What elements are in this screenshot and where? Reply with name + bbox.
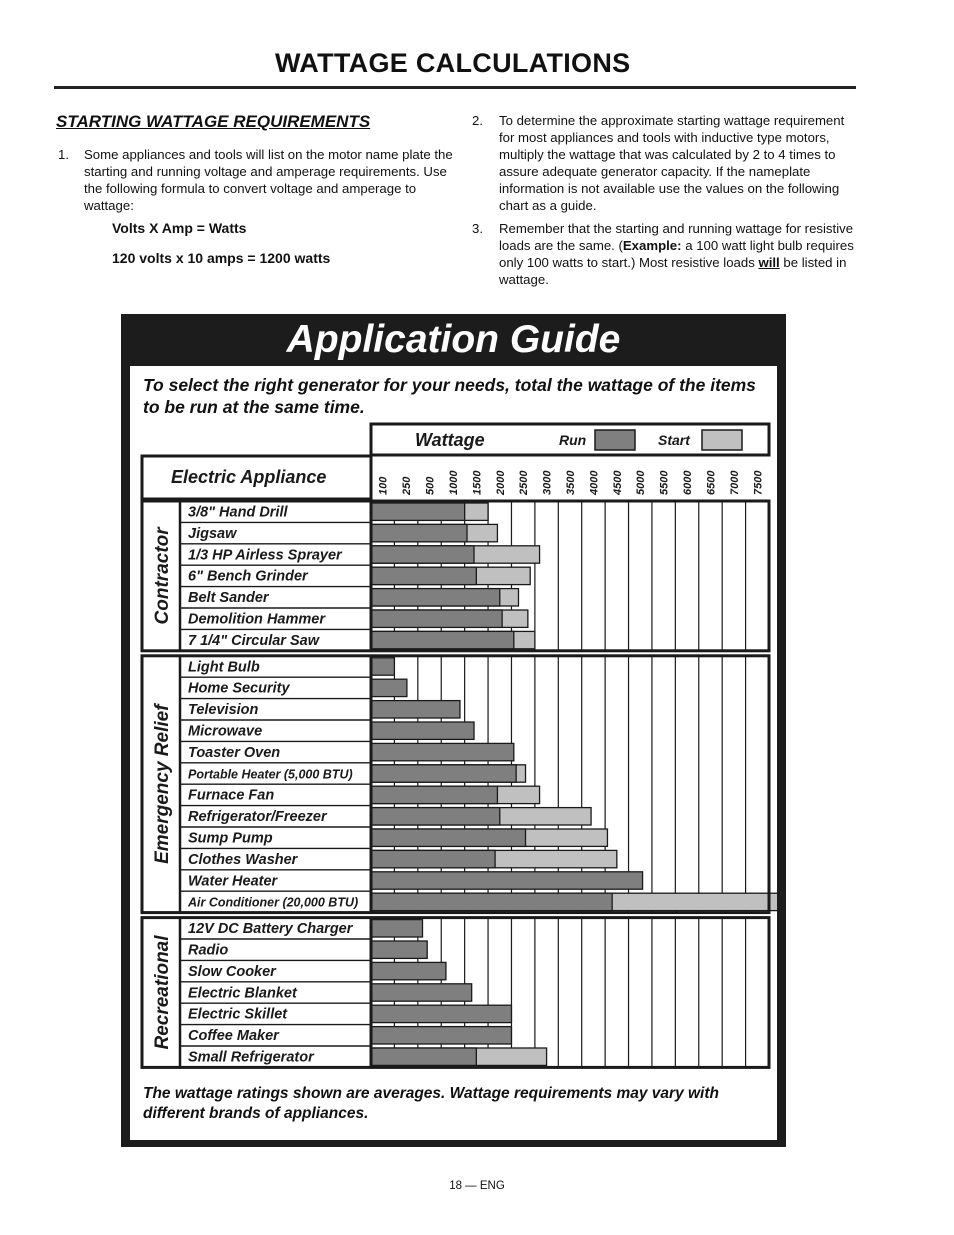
run-bar bbox=[371, 701, 460, 718]
x-tick-label: 1500 bbox=[471, 470, 484, 495]
run-bar bbox=[371, 503, 465, 520]
paragraph-text-part: Remember that the starting and running wattage for resistive loads are the same. ( bbox=[499, 221, 854, 253]
appliance-label: Refrigerator/Freezer bbox=[188, 809, 327, 826]
x-tick-label: 5500 bbox=[658, 470, 671, 495]
appliance-label: Sump Pump bbox=[188, 830, 273, 847]
paragraph-text-part: a 100 watt light bulb requires only 100 watts to start.) Most resistive loads bbox=[499, 238, 854, 270]
run-bar bbox=[371, 567, 476, 584]
run-bar bbox=[371, 962, 446, 979]
appliance-label: Portable Heater (5,000 BTU) bbox=[188, 767, 353, 782]
appliance-header-label: Electric Appliance bbox=[171, 467, 327, 487]
section-heading: STARTING WATTAGE REQUIREMENTS bbox=[56, 112, 371, 131]
run-bar bbox=[371, 1048, 476, 1065]
appliance-label: 6" Bench Grinder bbox=[188, 568, 308, 585]
x-tick-label: 7500 bbox=[752, 470, 765, 495]
x-tick-label: 2500 bbox=[518, 470, 531, 495]
paragraph-text-part: be listed in wattage. bbox=[499, 255, 847, 287]
appliance-label: Light Bulb bbox=[188, 659, 260, 676]
group-label: Contractor bbox=[152, 527, 173, 625]
paragraph-2 bbox=[472, 112, 862, 217]
paragraph-number: 2. bbox=[472, 113, 483, 128]
group-label: Emergency Relief bbox=[152, 704, 173, 864]
x-tick-label: 500 bbox=[424, 476, 437, 495]
appliance-label: 7 1/4" Circular Saw bbox=[188, 632, 319, 649]
paragraph-emphasis: Example: bbox=[622, 238, 682, 253]
x-tick-label: 1000 bbox=[447, 470, 460, 495]
appliance-label: Toaster Oven bbox=[188, 744, 281, 761]
guide-intro: To select the right generator for your needs, total the wattage of the items to be run at the same time. bbox=[143, 375, 756, 417]
page-number: 18 — ENG bbox=[449, 1180, 505, 1192]
x-tick-label: 6000 bbox=[682, 470, 695, 495]
run-bar bbox=[371, 1005, 511, 1022]
run-bar bbox=[371, 808, 500, 825]
appliance-label: Electric Blanket bbox=[188, 985, 297, 1002]
run-bar bbox=[371, 631, 514, 648]
run-bar bbox=[371, 872, 643, 889]
group-label: Recreational bbox=[152, 935, 173, 1050]
paragraph-3 bbox=[472, 220, 862, 290]
run-bar bbox=[371, 743, 514, 760]
legend-run-label: Run bbox=[559, 432, 587, 448]
appliance-label: Home Security bbox=[188, 680, 290, 697]
appliance-label: Water Heater bbox=[188, 873, 278, 890]
x-tick-label: 4000 bbox=[588, 470, 601, 495]
guide-title: Application Guide bbox=[286, 318, 621, 361]
appliance-label: 1/3 HP Airless Sprayer bbox=[188, 547, 342, 564]
x-tick-label: 5000 bbox=[635, 470, 648, 495]
appliance-label: Jigsaw bbox=[188, 525, 237, 542]
run-bar bbox=[371, 1027, 511, 1044]
appliance-label: Furnace Fan bbox=[188, 787, 275, 804]
paragraph-text: To determine the approximate starting wattage requirement for most appliances and tools with inductive type motors, multiply the wattage that was calculated by 2 to 4 times to assure adequate generator capacity. If the nameplate information is not available use the values on the following chart as a guide. bbox=[499, 113, 845, 213]
run-bar bbox=[371, 765, 516, 782]
run-bar bbox=[371, 893, 612, 910]
appliance-label: Belt Sander bbox=[188, 590, 269, 607]
appliance-label: Electric Skillet bbox=[188, 1006, 288, 1023]
legend-start-swatch bbox=[702, 430, 742, 450]
title-divider bbox=[54, 86, 856, 89]
paragraph-emphasis: will bbox=[758, 255, 780, 270]
run-bar bbox=[371, 786, 497, 803]
formula-volts-amps: Volts X Amp = Watts bbox=[112, 220, 247, 236]
x-tick-label: 7000 bbox=[728, 470, 741, 495]
page-title: WATTAGE CALCULATIONS bbox=[275, 48, 631, 78]
appliance-label: 3/8" Hand Drill bbox=[188, 504, 288, 521]
appliance-label: Television bbox=[188, 702, 259, 719]
application-guide-panel bbox=[121, 314, 786, 1147]
appliance-label: Slow Cooker bbox=[188, 963, 276, 980]
x-tick-label: 250 bbox=[401, 476, 414, 495]
paragraph-1 bbox=[58, 146, 453, 216]
run-bar bbox=[371, 829, 526, 846]
run-bar bbox=[371, 941, 427, 958]
run-bar bbox=[371, 679, 407, 696]
run-bar bbox=[371, 850, 495, 867]
paragraph-text: Some appliances and tools will list on the motor name plate the starting and running voltage and amperage requirements. Use the following formula to convert voltage and amperage to wattage: bbox=[84, 147, 453, 213]
appliance-label: Coffee Maker bbox=[188, 1028, 279, 1045]
appliance-label: Small Refrigerator bbox=[188, 1049, 314, 1066]
x-tick-label: 100 bbox=[377, 476, 390, 495]
wattage-chart bbox=[130, 366, 777, 1140]
formula-example: 120 volts x 10 amps = 1200 watts bbox=[112, 250, 331, 266]
wattage-header-label: Wattage bbox=[415, 430, 485, 450]
run-bar bbox=[371, 589, 500, 606]
guide-footer-note: The wattage ratings shown are averages. Wattage requirements may vary with different brands of appliances. bbox=[143, 1085, 719, 1122]
run-bar bbox=[371, 610, 502, 627]
paragraph-number: 3. bbox=[472, 221, 483, 236]
run-bar bbox=[371, 658, 394, 675]
run-bar bbox=[371, 546, 474, 563]
appliance-label: Demolition Hammer bbox=[188, 611, 325, 628]
x-tick-label: 4500 bbox=[611, 470, 624, 495]
x-tick-label: 2000 bbox=[494, 470, 507, 495]
paragraph-text bbox=[499, 220, 861, 288]
run-bar bbox=[371, 722, 474, 739]
x-tick-label: 3000 bbox=[541, 470, 554, 495]
appliance-label: Air Conditioner (20,000 BTU) bbox=[188, 895, 359, 910]
legend-start-label: Start bbox=[658, 432, 690, 448]
appliance-label: Microwave bbox=[188, 723, 263, 740]
appliance-label: 12V DC Battery Charger bbox=[188, 921, 353, 938]
x-tick-label: 6500 bbox=[705, 470, 718, 495]
legend-run-swatch bbox=[595, 430, 635, 450]
guide-body bbox=[130, 366, 777, 1140]
appliance-label: Radio bbox=[188, 942, 229, 959]
run-bar bbox=[371, 984, 472, 1001]
appliance-label: Clothes Washer bbox=[188, 851, 298, 868]
paragraph-number: 1. bbox=[58, 147, 69, 162]
x-tick-label: 3500 bbox=[565, 470, 577, 495]
run-bar bbox=[371, 920, 423, 937]
run-bar bbox=[371, 524, 467, 541]
